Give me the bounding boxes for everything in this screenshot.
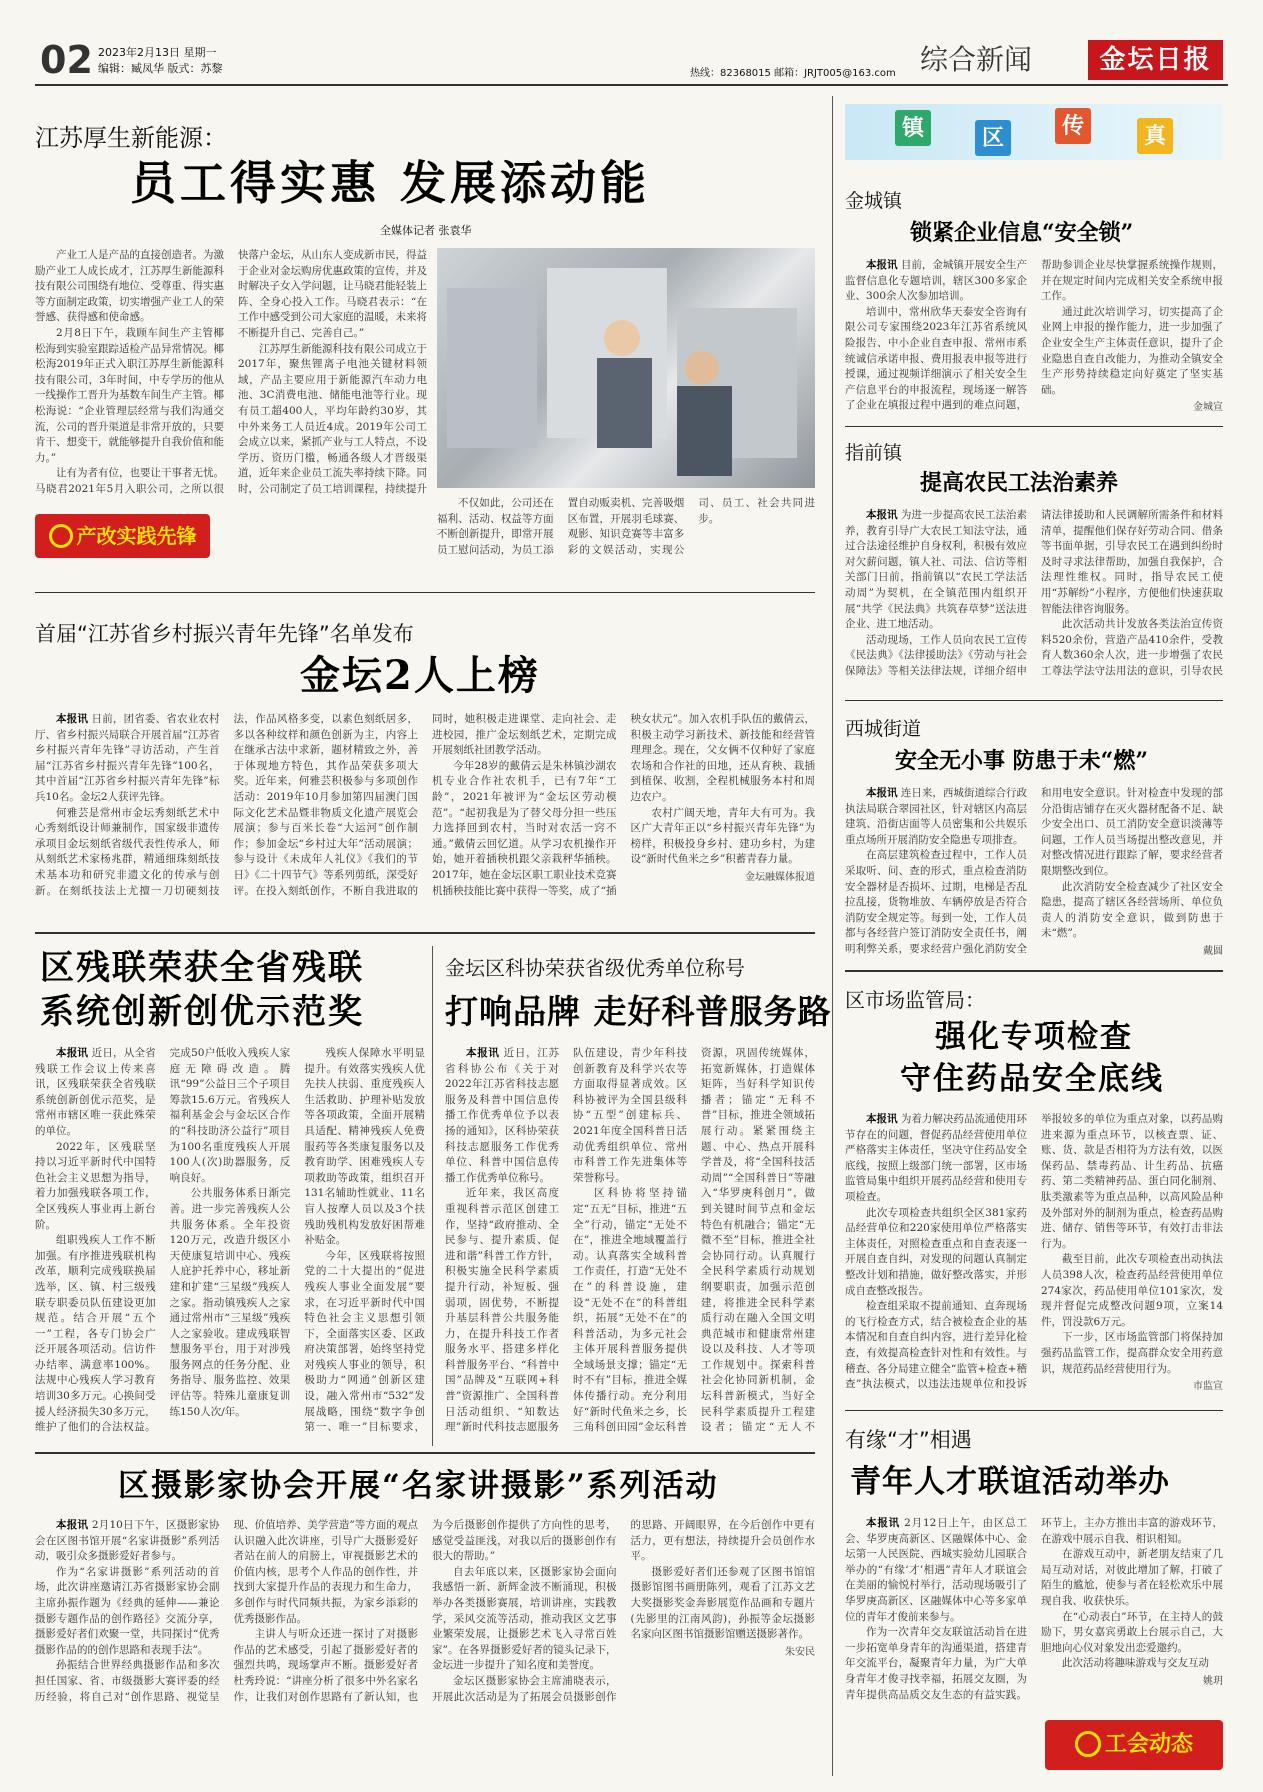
union-icon	[1075, 1731, 1101, 1757]
a3-p2: 组职残疾人工作不断加强。有序推进残联机构改革，顺利完成残联换届选举，区、镇、村三级残联专职委员队伍建设更加规范。结合开展“五个一”工程，各专门协会广泛开展各项活动。信访件办结率、满意率100%。法规中心残疾人学习教育培训30多万元。心换间受援人经济损失30多万元，维护了他们的合法权益。完成50户低收入残疾人家庭无障碍改造。腾讯“99”公益日三个子项目筹款15.6万元。省残疾人福利基金会与金坛区合作的“科技助济公益行”项目为100名重度残疾人开展100人(次)助器服务，反响良好。	[35, 1047, 291, 1434]
a1-byline: 全媒体记者 张袁华	[380, 224, 472, 237]
b5-kicker: 有缘“才”相遇	[845, 1428, 972, 1452]
b1-p2: 通过此次培训学习，切实提高了企业网上申报的操作能力，进一步加强了企业安全生产主体责任意识，提升了企业隐患自查自改能力，为推动全镇安全生产形势持续稳定向好奠定了坚实基础。	[1041, 305, 1223, 396]
b5-p3: 在“心动表白”环节，在主持人的鼓励下，男女嘉宾勇敢上台展示自己，大胆地向心仪对象发出恋爱邀约。	[1041, 1610, 1223, 1654]
a1-p3: 江苏厚生新能源科技有限公司成立于2017年，聚焦锂离子电池关键材料领域，产品主要应用于新能源汽车动力电池、3C消费电池、储能电池等行业。现有员工超400人，平均年龄约30岁，其中外来务工人员近4成。2019年公司工会成立以来，紧抓产业与工人特点，不设学历、资历门槛，畅通各级人才晋级渠道，近年来企业员工流失率持续下降。同时，公司制定了员工培训课程，持续提升	[238, 342, 427, 495]
b4-p4: 下一步，区市场监管部门将保持加强药品监管工作，提高群众安全用药意识，规范药品经营使用行为。	[1041, 1331, 1223, 1375]
a4-title: 打响品牌 走好科普服务路	[445, 992, 832, 1031]
banner-char-1: 镇	[895, 110, 931, 146]
a1-p2: 让有为者有位，也要让干事者无忧。马晓君2021年5月入职公司，之所以很快落户金坛，从山东人变成新市民，得益于企业对金坛购房优惠政策的宣传，并及时解决子女入学问题，让马晓君能轻装上阵、全身心投入工作。马晓君表示：“在工作中感受到公司大家庭的温暖，未来将不断提升自己、完善自己。”	[35, 249, 427, 495]
b5-body	[845, 1516, 1223, 1716]
b1-p1: 培训中，常州欣华天泰安全咨询有限公司专家围绕2023年江苏省系统风险报告、中小企业自查申报、常州市系统诚信承诺申报、费用报表申报等进行授课，通过视频详细演示了相关安全生产信息平台的申报流程，现场逐一解答了企业在填报过程中遇到的难点问题，帮助参训企业尽快掌握系统操作规则，并在规定时间内完成相关安全系统申报工作。	[845, 259, 1223, 412]
a3-p4: 残疾人保障水平明显提升。有效落实残疾人优先扶人扶弱、重度残疾人生活救助、护理补贴发放等各项政策，全面开展精具适配、精神残疾人免费服药等各类康复服务以及教育助学、困难残疾人专项救助等政策，组织召开131名辅助性就业、11名盲人按摩人员以及3个扶残助残机构发放好困帮难补贴金。	[304, 1047, 425, 1247]
a4-p2: 区科协将坚持锚定“五无”目标，推进“五全”行动，锚定“无处不在”，推进全地域覆盖行动。认真落实全域科普工作责任，打造“无处不在”的科普设施，建设“无处不在”的科普组织，拓展“无处不在”的科普活动，为多元社会主体开展科普服务提供全域场景支撑；锚定“无时不有”目标，推进全媒体传播行动。充分利用好“新时代鱼米之乡，长三角科创田园”金坛科普资源，巩固传统媒体，拓宽新媒体，打造媒体矩阵，当好科学知识传播者；锚定“无科不普”目标，推进全领域拓展行动。紧紧围绕主题、中心、热点开展科学普及，将“全国科技活动周”“全国科普日”等融入“华罗庚科创月”，做到关键时间节点和金坛特色有机融合；锚定“无微不至”目标，推进全社会协同行动。认真履行全民科学素质行动规划纲要职责，加强示范创建，将推进全民科学素质行动在融入全国文明典范城市和健康常州建设以及科技、人才等项工作规划中。探索科普社会化协同新机制，金坛科普新模式，当好全民科学素质提升工程建设者；锚定“无人不	[573, 1047, 815, 1434]
a5-p6: 摄影爱好者们还参观了区图书馆馆摄影馆图书画册陈列，观看了江苏文艺大奖摄影奖金奔影展览作品画和专题片(先影里的江南风韵)，孙振等金坛摄影名家向区图书馆摄影馆赠送摄影著作。	[630, 1565, 815, 1641]
a3-p1: 2022年，区残联坚持以习近平新时代中国特色社会主义思想为指导，着力加强残联各项工作，全区残疾人事业再上新台阶。	[35, 1140, 156, 1231]
a3-title-l2: 系统创新创优示范奖	[40, 992, 364, 1032]
a1-photo	[437, 248, 815, 488]
b3-body	[845, 786, 1223, 962]
b5-sig: 姚玥	[1203, 1675, 1223, 1687]
banner-char-2: 区	[975, 120, 1011, 156]
date-line: 2023年2月13日 星期一	[98, 46, 217, 59]
masthead-box	[1088, 40, 1223, 80]
a3-body	[35, 1046, 425, 1446]
a1-badge-text: 产改实践先锋	[76, 524, 197, 548]
a1-body-left	[35, 248, 427, 510]
a5-p0: 本报讯 2月10日下午，区摄影家协会在区图书馆开展“名家讲摄影”系列活动，吸引众多摄影爱好者参与。	[35, 1519, 220, 1563]
a1-body-bottom	[437, 496, 815, 586]
page-header	[40, 40, 1223, 80]
banner-char-3: 传	[1055, 108, 1091, 144]
b1-sig: 金城宣	[1193, 402, 1223, 414]
a5-p3: 主讲人与听众还进一探讨了对摄影作品的艺术感受，引起了摄影爱好者的强烈共鸣，现场掌声不断。摄影爱好者杜秀玲说：“讲座分析了很多中外名家名作，让我们对创作思路有了新认知，也为今后摄影创作提供了方向性的思考，感觉受益匪浅，对我以后的摄影创作有很大的帮助。”	[233, 1519, 617, 1703]
editor-line: 编辑：臧凤华 版式：苏黎	[98, 62, 223, 75]
a2-p1: 何雅芸是常州市金坛秀刻纸艺术中心秀刻纸设计师兼制作，国家级非遗传承项目金坛刻纸省级代表性传承人，师从刻纸艺术家杨兆群，精通细珠刻纸技术基本功和研究非遗文化的传承与创新。在刻纸技法上尤擅一刀切硬刻技法，作品风格多变，以素色刻纸居多，多以各种纹样和颜色创新为主，内容上在继承古法中求新，题材精致之外，善于体现地方特色，其作品荣获多项大奖。近年来，何雅芸积极参与多项创作活动：2019年10月参加第四届澳门国际文化艺术品暨非物质文化遗产展览会展演；参与百米长卷“大运河”创作制作；参加金坛“乡村过大年”活动展演；参与设计《未成年人礼仪》《我们的节日》《二十四节气》等系列剪纸，深受好评。在投入刻纸创作，不断自我进取的同时，她积极走进课堂、走向社会、走进校园，推广金坛刻纸艺术，定期完成开展刻纸社团教学活动。	[35, 713, 617, 897]
b2-body	[845, 508, 1223, 692]
a1-title: 员工得实惠 发展添动能	[130, 156, 651, 210]
a2-p2: 今年28岁的戴倩云是朱林镇沙湖农机专业合作社农机手，已有7年“工龄”，2021年被评为“金坛区劳动模范”。“起初我是为了替父母分担一些压力选择回到农村，当时对农活一窍不通。”戴倩云回忆道。从学习农机操作开始，她开着插秧机跟父亲栽秤华插秧。2017年，她在金坛区职工职业技术竞赛机插秧技能比赛中获得一等奖，成了“插秧女状元”。加入农机手队伍的戴倩云，积极主动学习新技术、新技能和经营管理理念。现在，父女俩不仅种好了家庭农场和合作社的田地，还从育秧、栽插到植保、收割，全程机械服务本村和周边农户。	[432, 713, 815, 897]
contact-line: 热线：82368015 邮箱：JRJT005@163.com	[690, 68, 896, 79]
b3-p1: 在高层建筑检查过程中，工作人员采取听、问、查的形式，重点检查消防安全器材是否损坏、过期，电梯是否乱拉乱接，货物堆放、车辆停放是否符合消防安全规定等。每到一处，工作人员都与各经营户签订消防安全责任书，阐明利弊关系，要求经营户强化消防安全和用电安全意识。针对检查中发现的部分沿街店铺存在灭火器材配备不足、缺少安全出口、员工消防安全意识淡薄等问题，工作人员当场提出整改意见，并对整改情况进行跟踪了解，要求经营者限期整改到位。	[845, 787, 1223, 955]
section-title: 综合新闻	[920, 43, 1033, 76]
a5-p4: 自去年底以来，区摄影家协会面向我感悟一新、新辉金波不断涌现，积极举办各类摄影赛展，培训讲座，实践教学，采风交流等活动，推动我区文艺事业繁荣发展，让摄影艺术飞入寻常百姓家”。在各界摄影爱好者的镜头记录下，金坛进一步提升了知名度和美誉度。	[432, 1565, 617, 1672]
side-banner	[845, 104, 1223, 160]
a5-p1: 作为“名家讲摄影”系列活动的首场，此次讲座邀请江苏省摄影家协会副主席孙振作题为《经典的延伸——兼论摄影专题作品的创作路径》交流分享，摄影爱好者们欢聚一堂，共同探讨“优秀摄影作品的的创作思路和表现手法”。	[35, 1565, 220, 1656]
b5-p0: 本报讯 2月12日上午，由区总工会、华罗庚高新区、区融媒体中心、金坛第一人民医院、西城实验幼儿园联合举办的“有缘‘才’相遇”青年人才联谊会在美丽的愉悦村举行，活动现场吸引了华罗庚高新区、区融媒体中心等多家单位的青年才俊前来参与。	[845, 1517, 1028, 1623]
b4-p3: 截至目前，此次专项检查出动执法人员398人次，检查药品经营使用单位274家次，药品使用单位101家次，发现并督促完成整改问题9项，立案14件，罚没款6万元。	[1041, 1253, 1223, 1328]
b2-p0: 本报讯 为进一步提高农民工法治素养，教育引导广大农民工知法守法，通过合法途径维护自身权利，积极有效应对欠薪问题，镇人社、司法、信访等相关部门日前，指前镇以“农民工学法活动周”为契机，在全镇范围内组织开展“共学《民法典》共筑春草梦”送法进企业、进工地活动。	[845, 509, 1027, 631]
b3-title: 安全无小事 防患于未“燃”	[895, 748, 1148, 774]
badge-icon	[49, 524, 73, 548]
a2-source: 金坛融媒体报道	[745, 871, 815, 883]
a4-body	[445, 1046, 815, 1446]
a2-body	[35, 712, 815, 924]
b2-p1: 活动现场，工作人员向农民工宣传《民法典》《法律援助法》《劳动与社会保障法》等相关法律法规，详细介绍申请法律援助和人民调解所需条件和材料清单，提醒他们保存好劳动合同、借条等书面单据，引导农民工在遇到纠纷时及时寻求法律帮助，加强自我保护，合法理性维权。同时，指导农民工使用“苏解纷”小程序，方便他们快速获取智能法律咨询服务。	[845, 509, 1223, 677]
a4-p1: 近年来，我区高度重视科普示范区创建工作，坚持“政府推动、全民参与、提升素质、促进和谐”科普工作方针，积极实施全民科学素质提升行动，补短板、强弱项，固优势，不断提升基层科普公共服务能力，在提升科技工作者服务水平、搭建多样化科普服务平台、“科普中国”品牌及“互联网+科普”资源推广、全国科普日活动组织、“知数达理”新时代科技志愿服务队伍建设，青少年科技创新教育及科学兴农等方面取得显著成效。区科协被评为全国县级科协“五型”创建标兵、2021年度全国科普日活动优秀组织单位、常州市科普工作先进集体等荣誉称号。	[445, 1047, 687, 1434]
a3-title-l1: 区残联荣获全省残联	[40, 948, 364, 988]
b1-town: 金城镇	[845, 190, 903, 212]
b3-p2: 此次消防安全检查减少了社区安全隐患，提高了辖区各经营场所、单位负责人的消防安全意识，做到防患于未“燃”。	[1041, 880, 1223, 940]
a4-kicker: 金坛区科协荣获省级优秀单位称号	[445, 956, 745, 980]
a3-p0: 本报讯 近日，从全省残联工作会议上传来喜讯，区残联荣获全省残联系统创新创优示范奖，是常州市辖区唯一获此殊荣的单位。	[35, 1047, 156, 1137]
masthead-text: 金坛日报	[1099, 45, 1212, 75]
b4-p1: 此次专项检查共组织全区381家药品经营单位和220家使用单位严格落实主体责任，对照检查重点和自查表逐一开展自查自纠，对发现的问题认真制定整改计划和措施，做好整改落实，并形成自查整改报告。	[845, 1206, 1027, 1297]
a2-title: 金坛2人上榜	[300, 652, 540, 699]
factory-scene-icon	[437, 248, 815, 488]
b4-kicker: 区市场监管局：	[845, 988, 985, 1012]
b1-body	[845, 258, 1223, 418]
banner-char-4: 真	[1137, 118, 1173, 154]
a1-badge	[35, 514, 210, 558]
b4-title-l2: 守住药品安全底线	[900, 1061, 1164, 1097]
a5-body	[35, 1518, 815, 1768]
a2-kicker: 首届“江苏省乡村振兴青年先锋”名单发布	[35, 622, 414, 646]
b3-p0: 本报讯 连日来，西城街道综合行政执法局联合翠园社区，针对辖区内高层建筑、沿街店面等人员密集和公共娱乐重点场所开展消防安全隐患专项排查。	[845, 787, 1027, 846]
a5-title: 区摄影家协会开展“名家讲摄影”系列活动	[118, 1468, 719, 1504]
b5-p4: 此次活动将趣味游戏与交友互动	[1062, 1657, 1209, 1670]
page-number: 02	[40, 38, 93, 82]
a5-p2: 孙振结合世界经典摄影作品和多次担任国家、省、市级摄影大赛评委的经历经验，将自己对“创作思路、视觉呈现、价值培养、美学营造”等方面的观点认识融入此次讲座，引导广大摄影爱好者站在前人的肩膀上，审视摄影艺术的价值内核，思考个人作品的创作性，并找到大家提升作品的表现力和生命力，多创作与时代同频共振，为家乡添彩的优秀摄影作品。	[35, 1519, 418, 1703]
b5-p2: 在游戏互动中，新老朋友结束了几局互动对话，对彼此增加了解，打破了陌生的尴尬，使参与者在轻松欢乐中展现自我、收获快乐。	[1041, 1548, 1223, 1607]
b2-p2: 此次活动共计发放各类法治宣传资料520余份，营造产品410余件，受教育人数360余人次，进一步增强了农民工尊法学法守法用法的意识，引导农民	[1041, 618, 1223, 677]
b2-title: 提高农民工法治素养	[920, 470, 1119, 496]
b5-title: 青年人才联谊活动举办	[850, 1464, 1170, 1500]
b3-town: 西城街道	[845, 718, 922, 740]
a5-sig: 朱安民	[785, 1646, 815, 1658]
b5-p1: 作为一次青年交友联谊活动旨在进一步拓宽单身青年的沟通渠道，搭建青年交流平台，凝聚青年力量，为广大单身青年才俊寻找幸福，拓展交友圈，为青年提供高品质交友生态的有益实践。环节上，主办方推出丰富的游戏环节，在游戏中展示自我、相识相知。	[845, 1517, 1223, 1701]
b3-sig: 戴圆	[1203, 945, 1223, 957]
b1-title: 锁紧企业信息“安全锁”	[910, 220, 1134, 246]
b2-town: 指前镇	[845, 442, 903, 464]
b4-p0: 本报讯 为着力解决药品流通使用环节存在的问题，督促药品经营使用单位严格落实主体责任，坚决守住药品安全底线，按照上级部门统一部署，区市场监管局集中组织开展药品经营和使用专项检查。	[845, 1113, 1027, 1203]
a4-p0: 本报讯 近日，江苏省科协公布《关于对2022年江苏省科技志愿服务及科普中国信息传播工作优秀单位予以表扬的通知》，区科协荣获科技志愿服务工作优秀单位、科普中国信息传播工作优秀单位称号。	[445, 1047, 559, 1184]
b4-sig: 市监宣	[1193, 1381, 1223, 1393]
b4-p2: 检查组采取不提前通知、直奔现场的飞行检查方式，结合被检查企业的基本情况和自查自纠内容，进行差异化检查，有效提高检查针对性和有效性。与稽查、各分局建立健全“监管+检查+稽查”执法模式，以违法违规单位和投诉举报较多的单位为重点对象，以药品购进来源为重点环节，以核查票、证、账、货、款是否相符为方法有效，以医保药品、禁毒药品、计生药品、抗癌药、第二类精神药品、蛋白同化制剂、肽类激素等为重点品种，以高风险品种及外部对外的制剂为重点，检查药品购进、储存、销售等环节，有效打击非法行为。	[845, 1113, 1223, 1391]
b4-title-l1: 强化专项检查	[935, 1019, 1133, 1055]
a2-p0: 本报讯 日前，团省委、省农业农村厅、省乡村振兴局联合开展首届“江苏省乡村振兴青年先锋”寻访活动，产生首届“江苏省乡村振兴青年先锋”100名，其中首届“江苏省乡村振兴青年先锋”标兵10名。金坛2人获评先锋。	[35, 713, 220, 803]
b5-badge	[1045, 1720, 1223, 1770]
a5-p5: 金坛区摄影家协会主席浦晓表示，开展此次活动是为了拓展会员摄影创作的思路、开阔眼界，在今后创作中更有活力，更有想法，持续提升会员创作水平。	[432, 1519, 815, 1703]
a1-p4: 不仅如此，公司还在福利、活动、权益等方面不断创新提升，即常开展员工慰问活动，为员工添置自动贩卖机、完善吸烟区布置，开展羽毛球赛、观影、知识竞赛等丰富多彩的文娱活动，实现公司、员工、社会共同进步。	[437, 497, 815, 556]
b1-p0: 本报讯 目前，金城镇开展安全生产监督信息化专题培训，辖区300多家企业、300余人次参加培训。	[845, 259, 1027, 303]
a1-p1: 2月8日下午，栽顾车间生产主管椰松海到实验室跟踪适检产品异常情况。椰松海2019年正式入职江苏厚生新能源科技有限公司，3年时间，中专学历的他从一线操作工晋升为基数车间生产主管。椰松海说：“企业管理层经常与我们沟通交流，公司的晋升渠道是非常开放的，只要肯干、想变干，就能够提升自我价值和能力。”	[35, 326, 224, 464]
a3-p5: 今年，区残联将按照党的二十大提出的“促进残疾人事业全面发展”要求，在习近平新时代中国特色社会主义思想引领下，全面落实区委、区政府决策部署，始终坚持党对残疾人事业的领导，积极助力“网通”创新区建设，融入常州市“532”发展战略，围绕“数字争创第一、唯一”目标要求，	[304, 1249, 425, 1434]
a1-kicker: 江苏厚生新能源：	[35, 124, 227, 152]
a2-p3: 农村广阔天地，青年大有可为。我区广大青年正以“乡村振兴青年先锋”为榜样，积极投身乡村、建功乡村，为建设“新时代鱼米之乡”积蓄青春力量。	[630, 806, 815, 866]
b4-body	[845, 1112, 1223, 1404]
b5-badge-text: 工会动态	[1104, 1732, 1193, 1757]
a3-p3: 公共服务体系日渐完善。进一步完善残疾人公共服务体系。全年投资120万元，改造升级区小天使康复培训中心、残疾人庇护托养中心，移址新建和扩建“三星级”残疾人之家。指动镇残疾人之家通过常州市“三星级”残疾人之家验收。建成残联智慧服务平台，用于对涉残服务网点的任务分配、业务指导、服务监控、效果评估等。特殊儿童康复训练150人次/年。	[169, 1187, 291, 1418]
a1-p0: 产业工人是产品的直接创造者。为激励产业工人成长成才，江苏厚生新能源科技有限公司围绕有地位、受尊重、得实惠等方面制定政策，切实增强产业工人的荣誉感、获得感和使命感。	[35, 249, 224, 324]
